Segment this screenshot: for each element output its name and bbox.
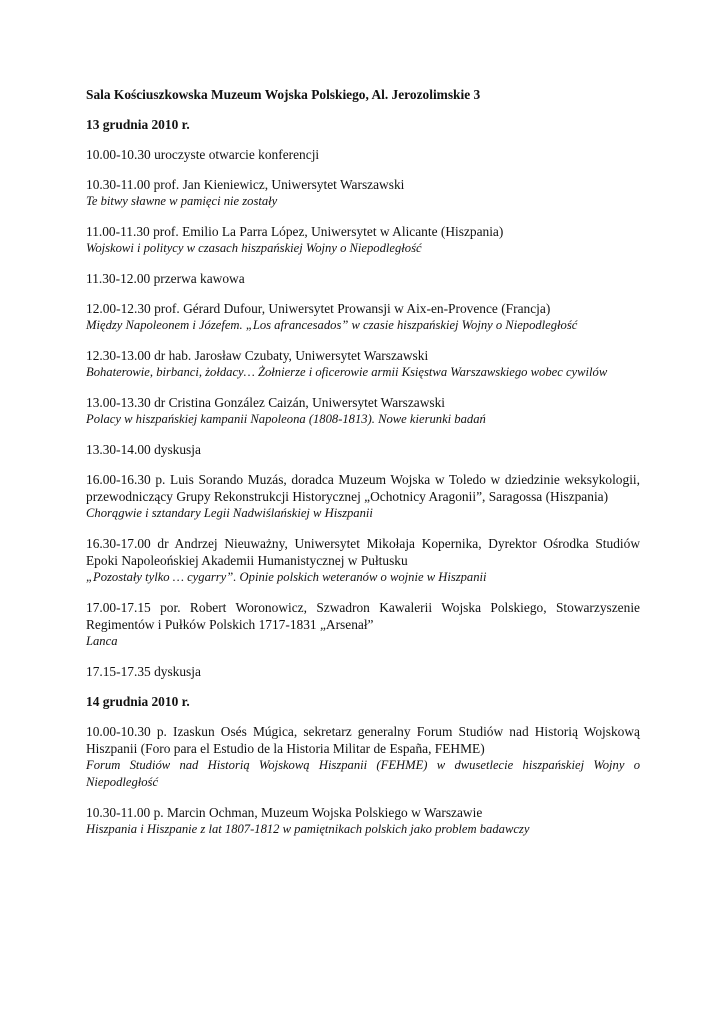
item-title: Bohaterowie, birbanci, żołdacy… Żołnierze i oficerowie armii Księstwa Warszawskiego wobec cywilów [86, 365, 608, 379]
item-text: 12.30-13.00 dr hab. Jarosław Czubaty, Uniwersytet Warszawski [86, 348, 429, 363]
item-text: 13.30-14.00 dyskusja [86, 442, 201, 457]
item-text: 10.00-10.30 p. Izaskun Osés Múgica, sekretarz generalny Forum Studiów nad Historią Wojskową Hiszpanii (Foro para el Estudio de la Historia Militar de España, FEHME) [86, 724, 640, 756]
item-text: 11.00-11.30 prof. Emilio La Parra López, Uniwersytet w Alicante (Hiszpania) [86, 224, 504, 239]
venue-heading: Sala Kościuszkowska Muzeum Wojska Polskiego, Al. Jerozolimskie 3 [86, 87, 481, 102]
day-heading: 13 grudnia 2010 r. [86, 117, 190, 132]
programme-item [86, 300, 640, 334]
programme-item [86, 146, 640, 163]
item-text: 10.30-11.00 prof. Jan Kieniewicz, Uniwersytet Warszawski [86, 177, 405, 192]
programme-item [86, 176, 640, 210]
item-title: „Pozostały tylko … cygarry”. Opinie polskich weteranów o wojnie w Hiszpanii [86, 570, 487, 584]
programme-item [86, 804, 640, 838]
item-title: Wojskowi i politycy w czasach hiszpańskiej Wojny o Niepodległość [86, 241, 422, 255]
programme-item [86, 223, 640, 257]
item-text: 12.00-12.30 prof. Gérard Dufour, Uniwersytet Prowansji w Aix-en-Provence (Francja) [86, 301, 551, 316]
programme-document [86, 86, 640, 851]
item-text: 17.00-17.15 por. Robert Woronowicz, Szwadron Kawalerii Wojska Polskiego, Stowarzyszenie Regimentów i Pułków Polskich 1717-1831 „Arsenał” [86, 600, 640, 632]
programme-item [86, 599, 640, 650]
programme-item [86, 663, 640, 680]
item-text: 17.15-17.35 dyskusja [86, 664, 201, 679]
programme-item [86, 394, 640, 428]
item-text: 10.30-11.00 p. Marcin Ochman, Muzeum Wojska Polskiego w Warszawie [86, 805, 483, 820]
item-title: Między Napoleonem i Józefem. „Los afrancesados” w czasie hiszpańskiej Wojny o Niepodległość [86, 318, 578, 332]
programme-item [86, 270, 640, 287]
programme-item [86, 347, 640, 381]
item-text: 11.30-12.00 przerwa kawowa [86, 271, 245, 286]
item-title: Lanca [86, 634, 118, 648]
item-title: Hiszpania i Hiszpanie z lat 1807-1812 w pamiętnikach polskich jako problem badawczy [86, 822, 530, 836]
programme-item [86, 535, 640, 586]
programme-item [86, 723, 640, 791]
day-heading: 14 grudnia 2010 r. [86, 694, 190, 709]
item-text: 16.00-16.30 p. Luis Sorando Muzás, doradca Muzeum Wojska w Toledo w dziedzinie weksykologii, przewodniczący Grupy Rekonstrukcji Historycznej „Ochotnicy Aragonii”, Saragossa (Hiszpania) [86, 472, 640, 504]
item-title: Polacy w hiszpańskiej kampanii Napoleona (1808-1813). Nowe kierunki badań [86, 412, 486, 426]
item-text: 10.00-10.30 uroczyste otwarcie konferencji [86, 147, 320, 162]
item-title: Forum Studiów nad Historią Wojskową Hiszpanii (FEHME) w dwusetlecie hiszpańskiej Wojny o Niepodległość [86, 758, 640, 789]
item-text: 13.00-13.30 dr Cristina González Caizán, Uniwersytet Warszawski [86, 395, 446, 410]
item-text: 16.30-17.00 dr Andrzej Nieuważny, Uniwersytet Mikołaja Kopernika, Dyrektor Ośrodka Studiów Epoki Napoleońskiej Akademii Humanistycznej w Pułtusku [86, 536, 640, 568]
programme-item [86, 471, 640, 522]
programme-item [86, 441, 640, 458]
item-title: Te bitwy sławne w pamięci nie zostały [86, 194, 278, 208]
item-title: Chorągwie i sztandary Legii Nadwiślańskiej w Hiszpanii [86, 506, 373, 520]
